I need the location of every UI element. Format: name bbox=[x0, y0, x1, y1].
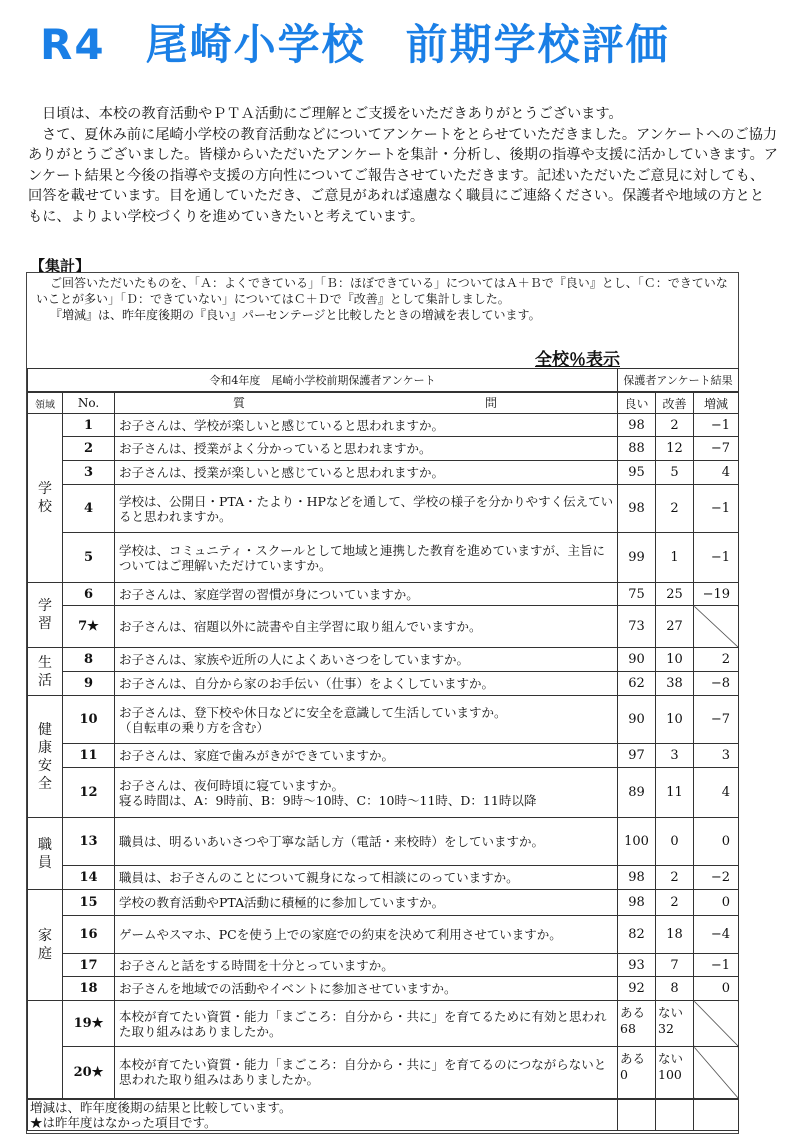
table-row bbox=[28, 954, 739, 977]
row-improve: 38 bbox=[656, 672, 694, 696]
row-change: 0 bbox=[694, 890, 739, 916]
table-row bbox=[28, 606, 739, 648]
row-good: 90 bbox=[618, 648, 656, 672]
domain-blank bbox=[28, 1001, 63, 1099]
footer-blank bbox=[618, 1099, 656, 1131]
note-line-1: ご回答いただいたものを、「Ａ：よくできている」「Ｂ：ほぼできている」についてはＡ＋Ｂで『良い』とし、「Ｃ：できていないことが多い」「Ｄ：できていない」についてはＣ＋Ｄで『改善』として集計しました。 bbox=[36, 276, 728, 306]
row-question: 本校が育てたい資質・能力「まごころ：自分から・共に」を育てるために有効と思われた取り組みはありましたか。 bbox=[115, 1001, 618, 1047]
row-question: 職員は、お子さんのことについて親身になって相談にのっていますか。 bbox=[115, 866, 618, 890]
row-number: 16 bbox=[63, 916, 115, 954]
row-good: 82 bbox=[618, 916, 656, 954]
table-row bbox=[28, 672, 739, 696]
row-good: 93 bbox=[618, 954, 656, 977]
row-question: お子さんは、授業がよく分かっていると思われますか。 bbox=[115, 437, 618, 461]
domain-school: 学 校 bbox=[28, 414, 63, 583]
row-improve: 11 bbox=[656, 768, 694, 818]
row-change: 4 bbox=[694, 768, 739, 818]
no-label: ない bbox=[658, 1005, 684, 1020]
footer-line-2: ★は昨年度はなかった項目です。 bbox=[30, 1114, 217, 1130]
yes-value: 0 bbox=[620, 1067, 628, 1082]
table-row bbox=[28, 533, 739, 583]
row-good: 88 bbox=[618, 437, 656, 461]
row-change: −1 bbox=[694, 533, 739, 583]
row-question: お子さんを地域での活動やイベントに参加させていますか。 bbox=[115, 977, 618, 1001]
header-improve: 改善 bbox=[656, 392, 694, 414]
row-change: −1 bbox=[694, 414, 739, 437]
row-good: 92 bbox=[618, 977, 656, 1001]
table-row bbox=[28, 818, 739, 866]
explanation-note bbox=[36, 275, 736, 323]
table-row bbox=[28, 977, 739, 1001]
row-question: お子さんは、学校が楽しいと感じていると思われますか。 bbox=[115, 414, 618, 437]
row-question: 学校は、公開日・PTA・たより・HPなどを通して、学校の様子を分かりやすく伝えていると思われますか。 bbox=[115, 485, 618, 533]
section-heading: 【集計】 bbox=[30, 257, 91, 275]
table-row bbox=[28, 461, 739, 485]
row-number: 18 bbox=[63, 977, 115, 1001]
row-question: お子さんは、自分から家のお手伝い（仕事）をよくしていますか。 bbox=[115, 672, 618, 696]
row-good: 98 bbox=[618, 866, 656, 890]
table-row bbox=[28, 866, 739, 890]
row-good: 62 bbox=[618, 672, 656, 696]
row-good: 98 bbox=[618, 485, 656, 533]
yes-value: 68 bbox=[620, 1021, 636, 1036]
row-change: 0 bbox=[694, 977, 739, 1001]
row-good: 97 bbox=[618, 744, 656, 768]
row-change: −19 bbox=[694, 583, 739, 606]
row-good: 90 bbox=[618, 696, 656, 744]
row-change: 0 bbox=[694, 818, 739, 866]
table-row bbox=[28, 916, 739, 954]
row-number: 1 bbox=[63, 414, 115, 437]
row-question: 職員は、明るいあいさつや丁寧な話し方（電話・来校時）をしていますか。 bbox=[115, 818, 618, 866]
row-change: −4 bbox=[694, 916, 739, 954]
row-question: お子さんは、登下校や休日などに安全を意識して生活していますか。 （自転車の乗り方を含む） bbox=[115, 696, 618, 744]
row-change: −7 bbox=[694, 437, 739, 461]
table-row bbox=[28, 768, 739, 818]
row-number: 20★ bbox=[63, 1047, 115, 1099]
table-row bbox=[28, 485, 739, 533]
row-number: 2 bbox=[63, 437, 115, 461]
yes-label: ある bbox=[620, 1005, 646, 1020]
result-caption: 保護者アンケート結果 bbox=[618, 369, 739, 393]
row-yes bbox=[618, 1001, 656, 1047]
row-number: 14 bbox=[63, 866, 115, 890]
row-improve: 2 bbox=[656, 485, 694, 533]
row-question: お子さんは、授業が楽しいと感じていると思われますか。 bbox=[115, 461, 618, 485]
row-number: 8 bbox=[63, 648, 115, 672]
percent-display-label: 全校％表示 bbox=[535, 350, 620, 370]
table-row bbox=[28, 648, 739, 672]
table-row bbox=[28, 744, 739, 768]
table-row bbox=[28, 583, 739, 606]
row-number: 11 bbox=[63, 744, 115, 768]
row-number: 7★ bbox=[63, 606, 115, 648]
title-label: 前期学校評価 bbox=[405, 20, 670, 69]
title-year: R4 bbox=[40, 20, 106, 69]
row-change: 4 bbox=[694, 461, 739, 485]
header-question: 質 問 bbox=[115, 392, 618, 414]
row-improve: 1 bbox=[656, 533, 694, 583]
intro-paragraph-2: さて、夏休み前に尾崎小学校の教育活動などについてアンケートをとらせていただきました。アンケートへのご協力ありがとうございました。皆様からいただいたアンケートを集計・分析し、後期の指導や支援に活かしていきます。アンケート結果と今後の指導や支援の方向性についてご報告させていただきます。記述いただいたご意見に対しても、回答を載せています。目を通していただき、ご意見があれば遠慮なく職員にご連絡ください。保護者や地域の方とともに、よりよい学校づくりを進めていきたいと考えています。 bbox=[28, 126, 778, 225]
row-number: 10 bbox=[63, 696, 115, 744]
table-footer-note bbox=[28, 1099, 618, 1131]
row-change: −1 bbox=[694, 485, 739, 533]
domain-life: 生 活 bbox=[28, 648, 63, 696]
row-improve: 10 bbox=[656, 696, 694, 744]
row-question: 本校が育てたい資質・能力「まごころ：自分から・共に」を育てるのにつながらないと思われた取り組みはありましたか。 bbox=[115, 1047, 618, 1099]
row-improve: 7 bbox=[656, 954, 694, 977]
table-row bbox=[28, 437, 739, 461]
row-improve: 2 bbox=[656, 866, 694, 890]
row-good: 95 bbox=[618, 461, 656, 485]
row-question: お子さんは、宿題以外に読書や自主学習に取り組んでいますか。 bbox=[115, 606, 618, 648]
header-domain: 領域 bbox=[28, 392, 63, 414]
row-improve: 3 bbox=[656, 744, 694, 768]
no-comparison-cell bbox=[694, 1047, 739, 1099]
row-number: 13 bbox=[63, 818, 115, 866]
table-row bbox=[28, 890, 739, 916]
row-question: 学校は、コミュニティ・スクールとして地域と連携した教育を進めていますが、主旨についてはご理解いただけていますか。 bbox=[115, 533, 618, 583]
title-school: 尾崎小学校 bbox=[145, 20, 366, 69]
row-number: 17 bbox=[63, 954, 115, 977]
row-question: お子さんは、家庭で歯みがきができていますか。 bbox=[115, 744, 618, 768]
row-question: 学校の教育活動やPTA活動に積極的に参加していますか。 bbox=[115, 890, 618, 916]
domain-staff: 職 員 bbox=[28, 818, 63, 890]
note-line-2: 『増減』は、昨年度後期の『良い』パーセンテージと比較したときの増減を表しています。 bbox=[50, 308, 541, 322]
page-title bbox=[40, 12, 670, 72]
row-question: ゲームやスマホ、PCを使う上での家庭での約束を決めて利用させていますか。 bbox=[115, 916, 618, 954]
row-improve: 27 bbox=[656, 606, 694, 648]
row-good: 100 bbox=[618, 818, 656, 866]
footer-line-1: 増減は、昨年度後期の結果と比較しています。 bbox=[30, 1099, 292, 1115]
header-change: 増減 bbox=[694, 392, 739, 414]
row-good: 75 bbox=[618, 583, 656, 606]
footer-blank bbox=[656, 1099, 694, 1131]
row-number: 12 bbox=[63, 768, 115, 818]
row-change: −2 bbox=[694, 866, 739, 890]
table-caption-row bbox=[28, 369, 739, 393]
row-number: 5 bbox=[63, 533, 115, 583]
domain-home: 家 庭 bbox=[28, 890, 63, 1001]
row-number: 19★ bbox=[63, 1001, 115, 1047]
table-row bbox=[28, 696, 739, 744]
table-caption: 令和4年度 尾崎小学校前期保護者アンケート bbox=[28, 369, 618, 393]
no-value: 32 bbox=[658, 1021, 674, 1036]
row-good: 98 bbox=[618, 890, 656, 916]
header-no: No. bbox=[63, 392, 115, 414]
row-question: お子さんは、家族や近所の人によくあいさつをしていますか。 bbox=[115, 648, 618, 672]
row-improve: 5 bbox=[656, 461, 694, 485]
row-change: 3 bbox=[694, 744, 739, 768]
row-improve: 10 bbox=[656, 648, 694, 672]
no-label: ない bbox=[658, 1051, 684, 1066]
yes-label: ある bbox=[620, 1051, 646, 1066]
intro-paragraph-1: 日頃は、本校の教育活動やＰＴＡ活動にご理解とご支援をいただきありがとうございます。 bbox=[42, 106, 623, 122]
table-footer-row bbox=[28, 1099, 739, 1131]
row-no bbox=[656, 1047, 694, 1099]
table-row bbox=[28, 414, 739, 437]
row-good: 98 bbox=[618, 414, 656, 437]
row-improve: 25 bbox=[656, 583, 694, 606]
row-change: −7 bbox=[694, 696, 739, 744]
row-change: −8 bbox=[694, 672, 739, 696]
row-change: 2 bbox=[694, 648, 739, 672]
row-good: 73 bbox=[618, 606, 656, 648]
row-improve: 2 bbox=[656, 414, 694, 437]
no-comparison-cell bbox=[694, 606, 739, 648]
row-number: 15 bbox=[63, 890, 115, 916]
domain-health-safety: 健 康 安 全 bbox=[28, 696, 63, 818]
table-header-row bbox=[28, 392, 739, 414]
row-improve: 0 bbox=[656, 818, 694, 866]
no-comparison-cell bbox=[694, 1001, 739, 1047]
row-number: 6 bbox=[63, 583, 115, 606]
row-good: 89 bbox=[618, 768, 656, 818]
header-good: 良い bbox=[618, 392, 656, 414]
row-question: お子さんと話をする時間を十分とっていますか。 bbox=[115, 954, 618, 977]
row-question: お子さんは、夜何時頃に寝ていますか。 寝る時間は、A：9時前、B：9時〜10時、C：10時〜11時、D：11時以降 bbox=[115, 768, 618, 818]
row-change: −1 bbox=[694, 954, 739, 977]
row-number: 3 bbox=[63, 461, 115, 485]
row-improve: 2 bbox=[656, 890, 694, 916]
row-improve: 12 bbox=[656, 437, 694, 461]
row-yes bbox=[618, 1047, 656, 1099]
domain-study: 学 習 bbox=[28, 583, 63, 648]
row-question: お子さんは、家庭学習の習慣が身についていますか。 bbox=[115, 583, 618, 606]
footer-blank bbox=[694, 1099, 739, 1131]
row-no bbox=[656, 1001, 694, 1047]
survey-table bbox=[27, 368, 739, 1131]
row-number: 4 bbox=[63, 485, 115, 533]
table-row bbox=[28, 1047, 739, 1099]
intro-text bbox=[28, 104, 778, 227]
row-improve: 18 bbox=[656, 916, 694, 954]
table-row bbox=[28, 1001, 739, 1047]
row-number: 9 bbox=[63, 672, 115, 696]
row-good: 99 bbox=[618, 533, 656, 583]
row-improve: 8 bbox=[656, 977, 694, 1001]
no-value: 100 bbox=[658, 1067, 682, 1082]
